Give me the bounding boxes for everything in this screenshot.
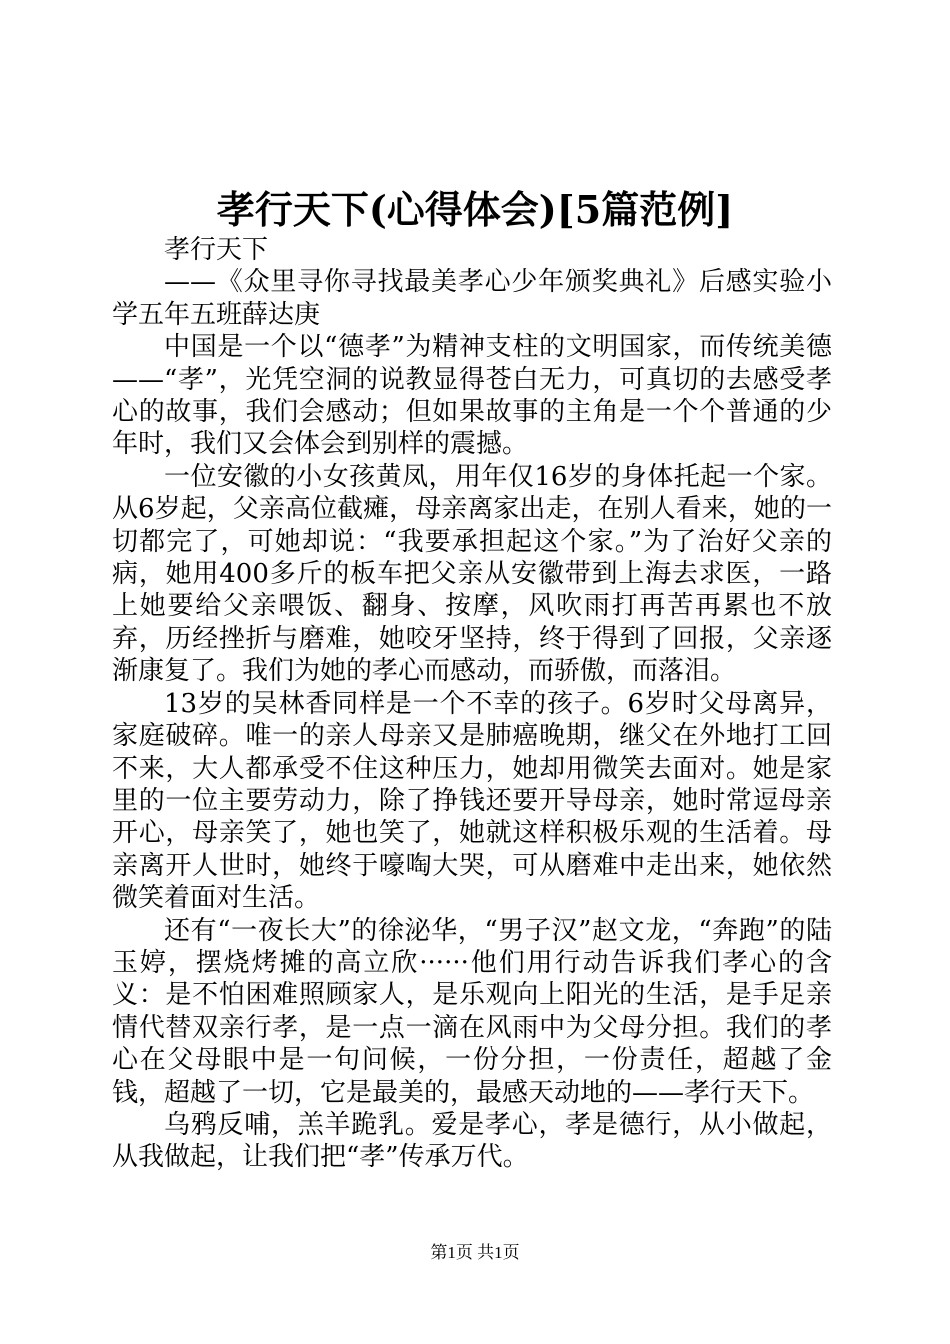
paragraph: 一位安徽的小女孩黄凤，用年仅16岁的身体托起一个家。从6岁起，父亲高位截瘫，母亲离家出走，在别人看来，她的一切都完了，可她却说：“我要承担起这个家。”为了治好父亲的病，她用400多斤的板车把父亲从安徽带到上海去求医，一路上她要给父亲喂饭、翻身、按摩，风吹雨打再苦再累也不放弃，历经挫折与磨难，她咬牙坚持，终于得到了回报，父亲逐渐康复了。我们为她的孝心而感动，而骄傲，而落泪。 [112, 461, 832, 687]
document-title: 孝行天下(心得体会)[5篇范例] [216, 187, 734, 232]
paragraph-subtitle: 孝行天下 [164, 235, 269, 265]
paragraph-byline: ——《众里寻你寻找最美孝心少年颁奖典礼》后感实验小学五年五班薛达庚 [112, 267, 832, 330]
page-number-footer: 第1页 共1页 [430, 1243, 520, 1262]
paragraph: 还有“一夜长大”的徐泌华，“男子汉”赵文龙，“奔跑”的陆玉婷，摆烧烤摊的高立欣······他们用行动告诉我们孝心的含义：是不怕困难照顾家人，是乐观向上阳光的生活，是手足亲情代替双亲行孝，是一点一滴在风雨中为父母分担。我们的孝心在父母眼中是一句问候，一份分担，一份责任，超越了金钱，超越了一切，它是最美的，最感天动地的——孝行天下。 [112, 915, 832, 1108]
paragraph: 乌鸦反哺，羔羊跪乳。爱是孝心，孝是德行，从小做起，从我做起，让我们把“孝”传承万代。 [112, 1109, 832, 1173]
paragraph: 13岁的吴林香同样是一个不幸的孩子。6岁时父母离异，家庭破碎。唯一的亲人母亲又是肺癌晚期，继父在外地打工回不来，大人都承受不住这种压力，她却用微笑去面对。她是家里的一位主要劳动力，除了挣钱还要开导母亲，她时常逗母亲开心，母亲笑了，她也笑了，她就这样积极乐观的生活着。母亲离开人世时，她终于嚎啕大哭，可从磨难中走出来，她依然微笑着面对生活。 [112, 688, 832, 914]
document-body [112, 234, 832, 1174]
paragraph: 中国是一个以“德孝”为精神支柱的文明国家，而传统美德——“孝”，光凭空洞的说教显得苍白无力，可真切的去感受孝心的故事，我们会感动；但如果故事的主角是一个个普通的少年时，我们又会体会到别样的震撼。 [112, 332, 832, 460]
